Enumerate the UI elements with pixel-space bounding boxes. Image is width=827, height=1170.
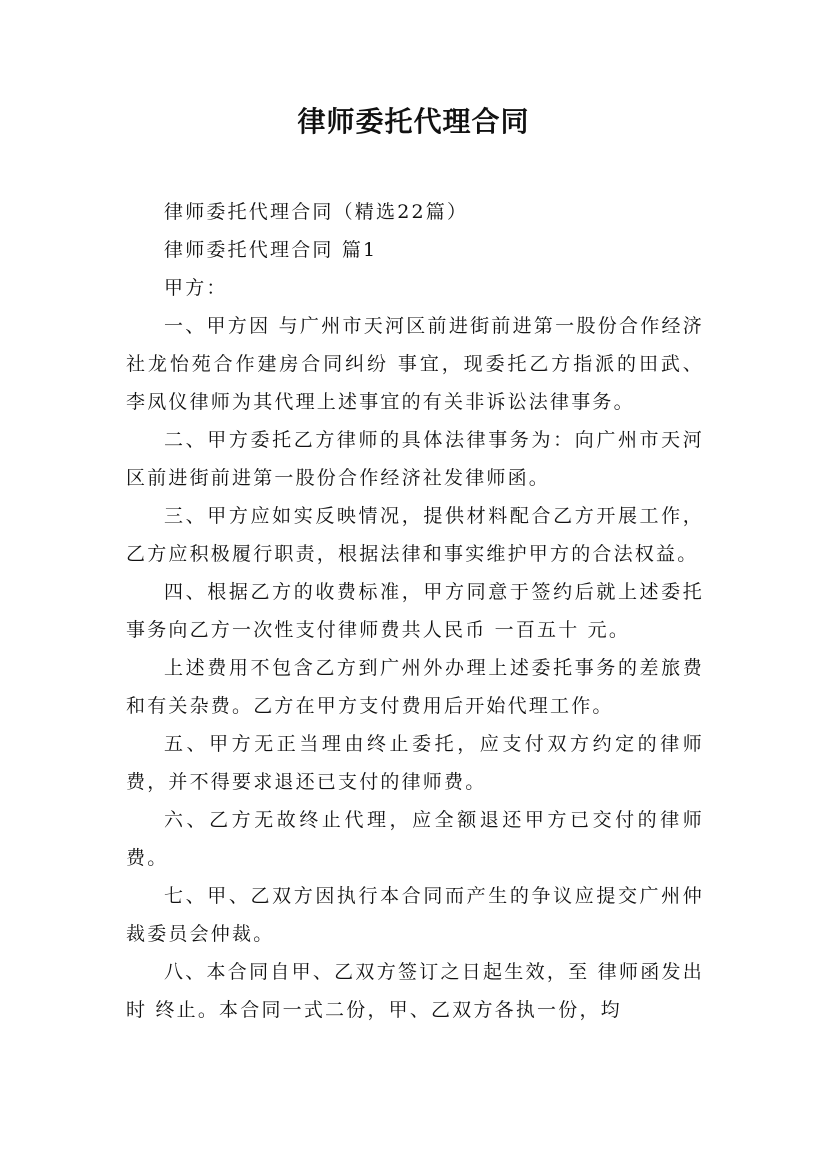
paragraph-clause-5: 五、甲方无正当理由终止委托，应支付双方约定的律师费，并不得要求退还已支付的律师费。 [126,733,704,793]
paragraph-section-heading: 律师委托代理合同 篇1 [164,239,378,261]
paragraph-subtitle: 律师委托代理合同（精选22篇） [164,201,469,223]
paragraph-clause-6: 六、乙方无故终止代理，应全额退还甲方已交付的律师费。 [126,809,704,869]
paragraph-clause-7: 七、甲、乙双方因执行本合同而产生的争议应提交广州仲裁委员会仲裁。 [126,885,704,945]
paragraph-clause-4-note: 上述费用不包含乙方到广州外办理上述委托事务的差旅费和有关杂费。乙方在甲方支付费用后开始代理工作。 [126,657,704,717]
document-body [126,193,704,1029]
paragraph-clause-2: 二、甲方委托乙方律师的具体法律事务为：向广州市天河区前进街前进第一股份合作经济社发律师函。 [126,429,704,489]
paragraph-clause-8: 八、本合同自甲、乙双方签订之日起生效，至 律师函发出时 终止。本合同一式二份，甲、乙双方各执一份，均 [126,961,704,1021]
paragraph-party-a: 甲方： [164,277,228,299]
document-title: 律师委托代理合同 [297,105,530,138]
paragraph-clause-3: 三、甲方应如实反映情况，提供材料配合乙方开展工作，乙方应积极履行职责，根据法律和事实维护甲方的合法权益。 [126,505,704,565]
paragraph-clause-4: 四、根据乙方的收费标准，甲方同意于签约后就上述委托事务向乙方一次性支付律师费共人民币 一百五十 元。 [126,581,704,641]
paragraph-clause-1: 一、甲方因 与广州市天河区前进街前进第一股份合作经济社龙怡苑合作建房合同纠纷 事宜，现委托乙方指派的田武、李凤仪律师为其代理上述事宜的有关非诉讼法律事务。 [126,315,704,413]
